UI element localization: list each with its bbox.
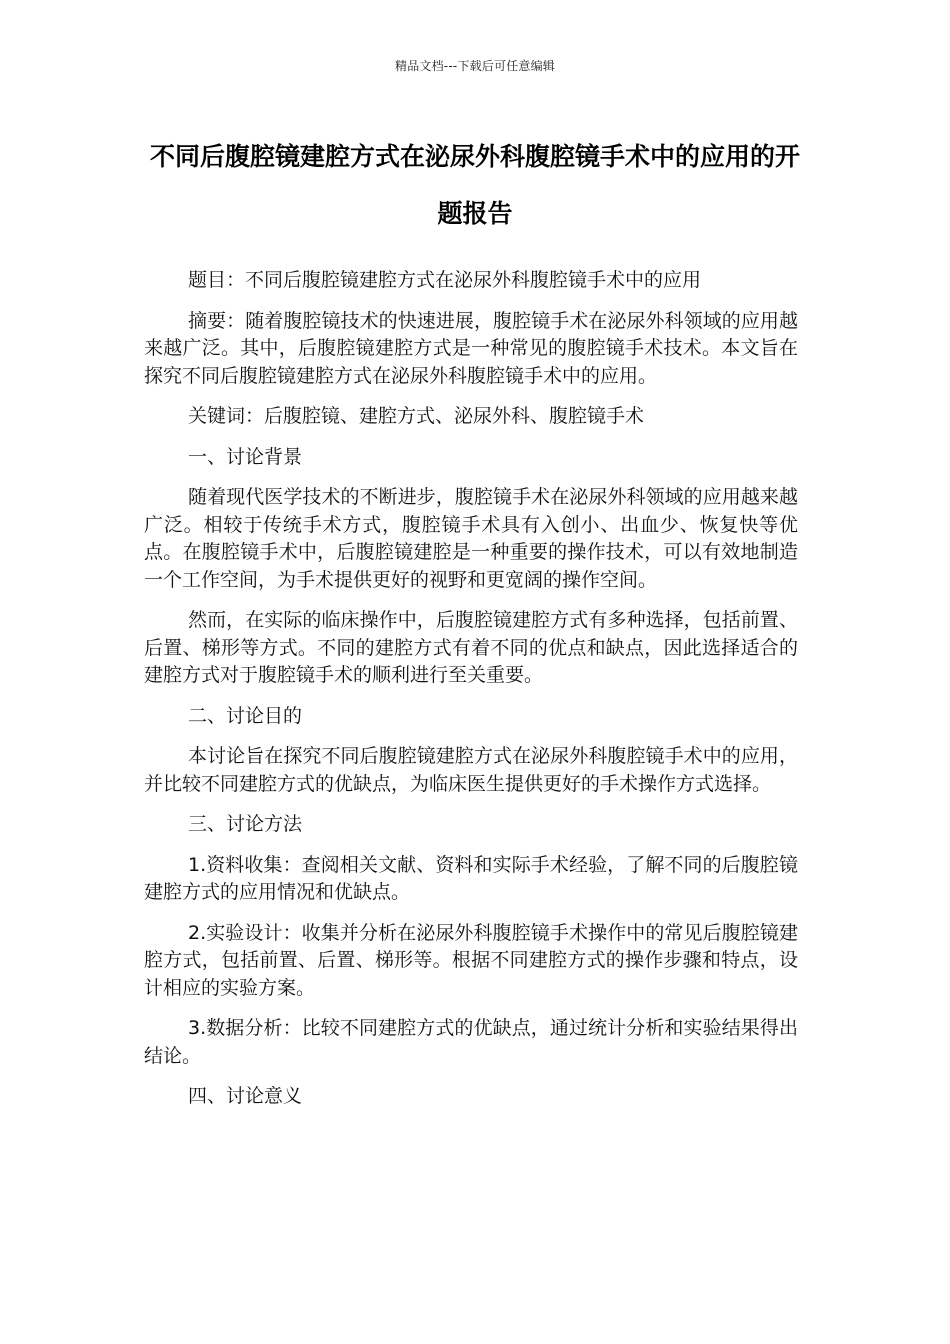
- document-body: [144, 267, 798, 1124]
- background-paragraph-2: 然而，在实际的临床操作中，后腹腔镜建腔方式有多种选择，包括前置、后置、梯形等方式。不同的建腔方式有着不同的优点和缺点，因此选择适合的建腔方式对于腹腔镜手术的顺利进行至关重要。: [144, 609, 798, 686]
- purpose-paragraph: 本讨论旨在探究不同后腹腔镜建腔方式在泌尿外科腹腔镜手术中的应用，并比较不同建腔方式的优缺点，为临床医生提供更好的手术操作方式选择。: [144, 745, 798, 795]
- document-title: 不同后腹腔镜建腔方式在泌尿外科腹腔镜手术中的应用的开题报告: [149, 142, 800, 228]
- topic-paragraph: 题目：不同后腹腔镜建腔方式在泌尿外科腹腔镜手术中的应用: [188, 269, 702, 291]
- section-heading-background: 一、讨论背景: [188, 445, 303, 468]
- section-heading-method: 三、讨论方法: [188, 813, 303, 835]
- background-paragraph-1: 随着现代医学技术的不断进步，腹腔镜手术在泌尿外科领域的应用越来越广泛。相较于传统手术方式，腹腔镜手术具有入创小、出血少、恢复快等优点。在腹腔镜手术中，后腹腔镜建腔是一种重要的操作技术，可以有效地制造一个工作空间，为手术提供更好的视野和更宽阔的操作空间。: [144, 486, 798, 591]
- section-heading-purpose: 二、讨论目的: [188, 704, 303, 727]
- section-heading-significance: 四、讨论意义: [188, 1085, 303, 1107]
- page-header: 精品文档---下载后可任意编辑: [395, 59, 555, 73]
- abstract-paragraph: 摘要：随着腹腔镜技术的快速进展，腹腔镜手术在泌尿外科领域的应用越来越广泛。其中，后腹腔镜建腔方式是一种常见的腹腔镜手术技术。本文旨在探究不同后腹腔镜建腔方式在泌尿外科腹腔镜手术中的应用。: [144, 309, 798, 387]
- method-item-1: 1.资料收集：查阅相关文献、资料和实际手术经验，了解不同的后腹腔镜建腔方式的应用情况和优缺点。: [144, 853, 798, 903]
- keywords-paragraph: 关键词：后腹腔镜、建腔方式、泌尿外科、腹腔镜手术: [188, 405, 645, 427]
- method-item-2: 2.实验设计：收集并分析在泌尿外科腹腔镜手术操作中的常见后腹腔镜建腔方式，包括前置、后置、梯形等。根据不同建腔方式的操作步骤和特点，设计相应的实验方案。: [144, 921, 798, 999]
- method-item-3: 3.数据分析：比较不同建腔方式的优缺点，通过统计分析和实验结果得出结论。: [144, 1017, 798, 1067]
